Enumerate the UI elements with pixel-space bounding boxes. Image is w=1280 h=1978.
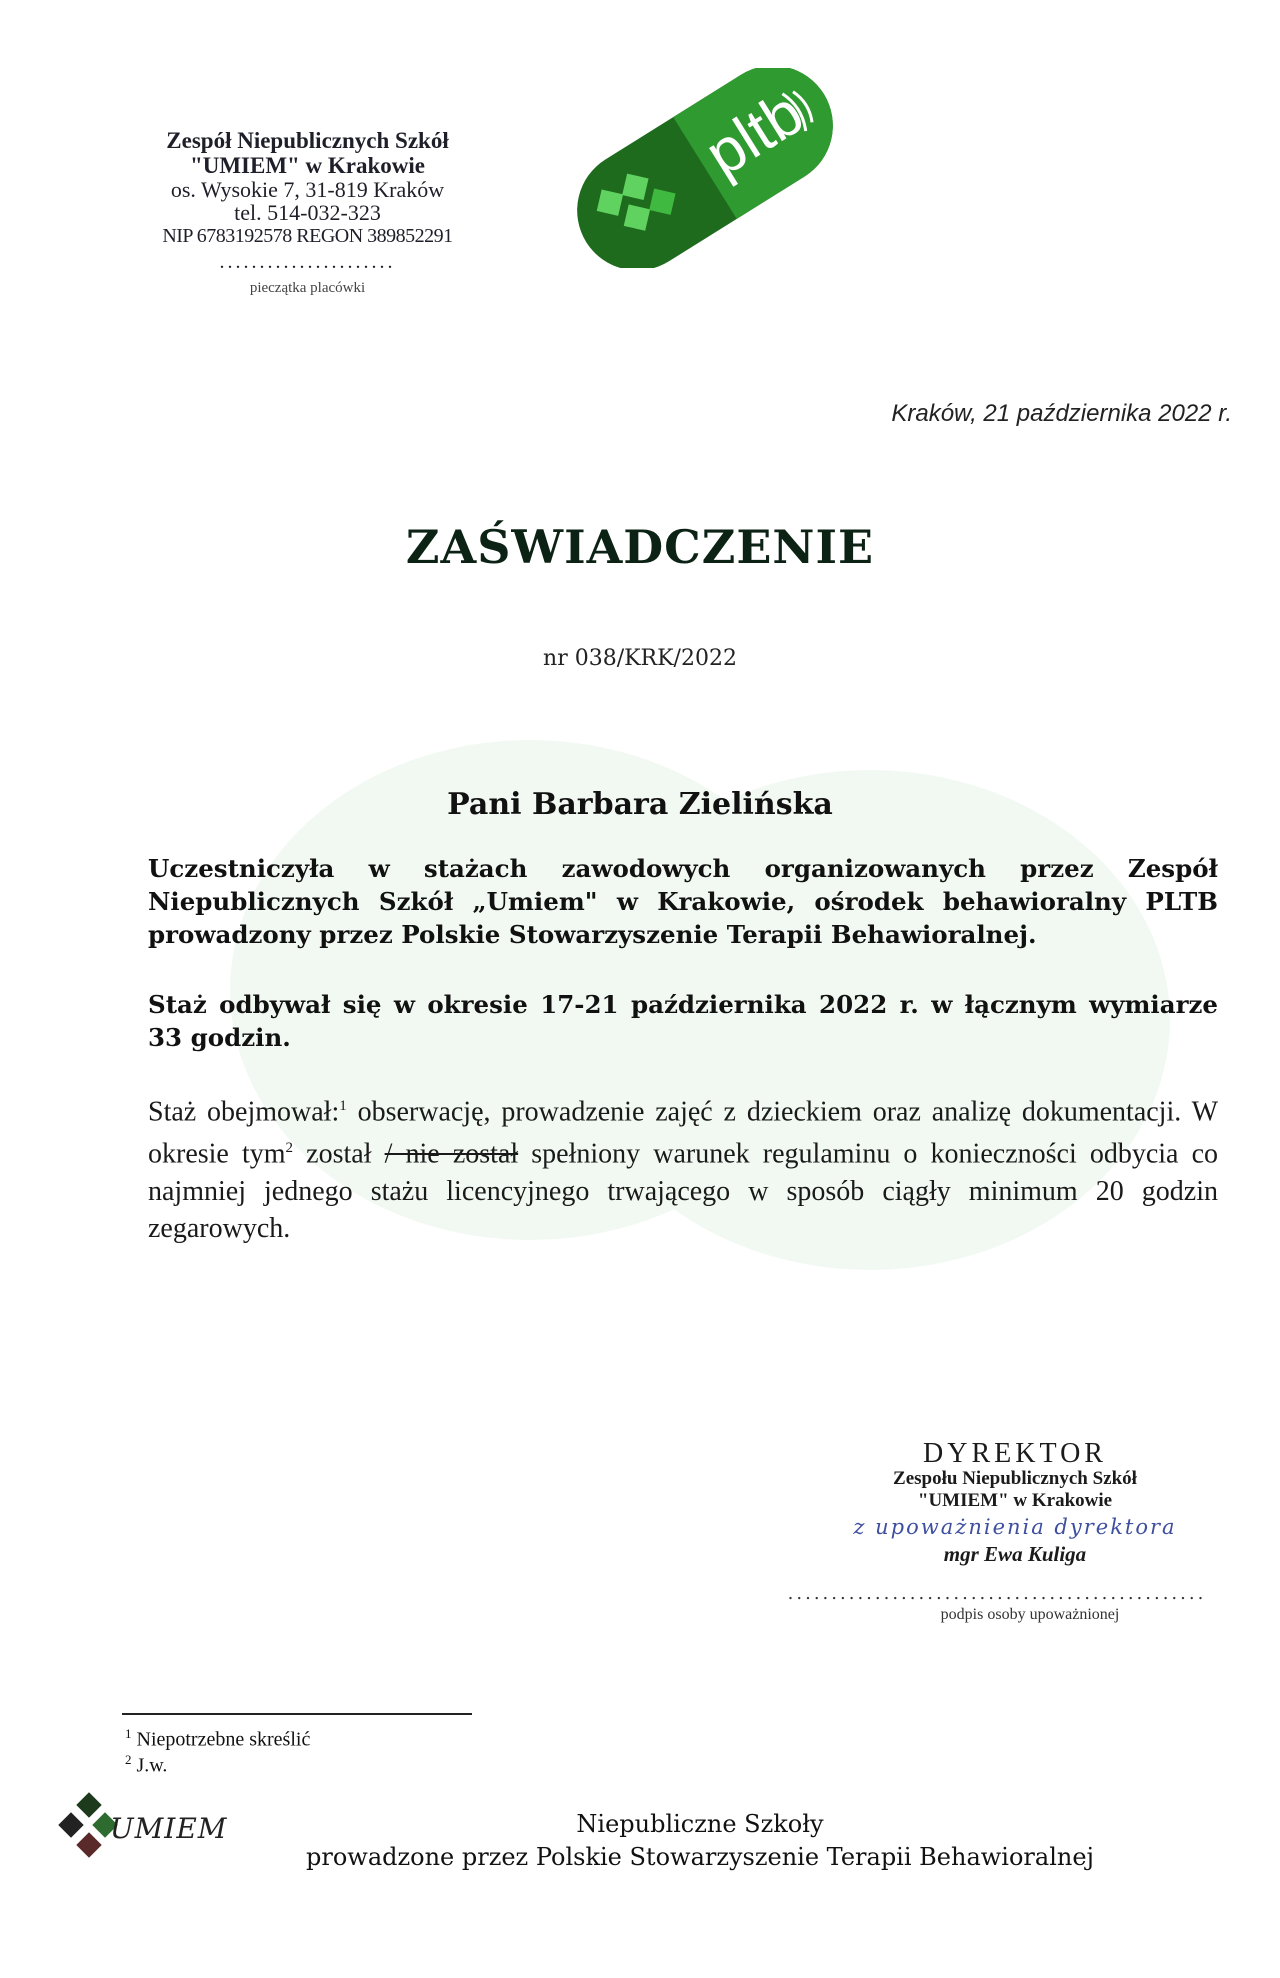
stamp-line-1: Zespół Niepublicznych Szkół	[166, 128, 449, 153]
stamp-line-2: "UMIEM" w Krakowie	[189, 153, 426, 178]
stamp-dots: ......................	[219, 251, 396, 273]
footer-line-2: prowadzone przez Polskie Stowarzyszenie Terapii Behawioralnej	[305, 1843, 1094, 1871]
signature-caption: podpis osoby upoważnionej	[940, 1606, 1120, 1623]
signature-institution-1: Zespołu Niepublicznych Szkół	[893, 1468, 1137, 1489]
footnote-2: $^2$ J.w.	[125, 1752, 168, 1777]
certificate-number: nr 038/KRK/2022	[543, 646, 737, 671]
signature-role: DYREKTOR	[923, 1438, 1107, 1469]
signature-line: ................................................	[787, 1583, 1207, 1604]
document-date: Kraków, 21 października 2022 r.	[891, 400, 1232, 427]
paragraph-scope: Staż obejmował:$^1$ obserwację, prowadzenie zajęć z dzieckiem oraz analizę dokumentacji. W okresie tym$^2$ został / nie został spełniony warunek regulaminu o konieczności odbycia co najmniej jednego stażu licencyjnego trwającego w sposób ciągły minimum 20 godzin zegarowych.	[148, 1096, 1219, 1244]
page-title: ZAŚWIADCZENIE	[405, 520, 875, 574]
paragraph-period: Staż odbywał się w okresie 17-21 października 2022 r. w łącznym wymiarze 33 godzin.	[148, 990, 1218, 1052]
signature-institution-2: "UMIEM" w Krakowie	[917, 1490, 1113, 1511]
institution-stamp	[135, 128, 480, 297]
pltb-logo	[555, 68, 855, 268]
footnote-1: $^1$ Niepotrzebne skreślić	[125, 1726, 311, 1751]
footnote-ref-2: 2	[285, 1140, 294, 1157]
umiem-logo-text: UMIEM	[110, 1812, 228, 1845]
footer-line-1: Niepubliczne Szkoły	[576, 1810, 824, 1838]
footnote-ref-1: 1	[339, 1098, 347, 1114]
struck-text: / nie został	[384, 1138, 519, 1170]
signature-block	[820, 1440, 1210, 1566]
footnote-divider	[122, 1713, 472, 1715]
recipient-name: Pani Barbara Zielińska	[447, 787, 833, 822]
stamp-caption: pieczątka placówki	[249, 280, 366, 296]
stamp-nip-regon: NIP 6783192578 REGON 389852291	[162, 225, 453, 247]
handwritten-signature: z upoważnienia dyrektora	[853, 1515, 1177, 1539]
paragraph-participation: Uczestniczyła w stażach zawodowych organizowanych przez Zespół Niepublicznych Szkół „Umiem" w Krakowie, ośrodek behawioralny PLTB prowadzony przez Polskie Stowarzyszenie Terapii Behawioralnej.	[148, 854, 1218, 949]
pltb-logo-text: pltb	[693, 78, 816, 190]
stamp-phone: tel. 514-032-323	[234, 200, 381, 225]
stamp-address: os. Wysokie 7, 31-819 Kraków	[170, 177, 445, 202]
signatory-name: mgr Ewa Kuliga	[943, 1542, 1087, 1566]
